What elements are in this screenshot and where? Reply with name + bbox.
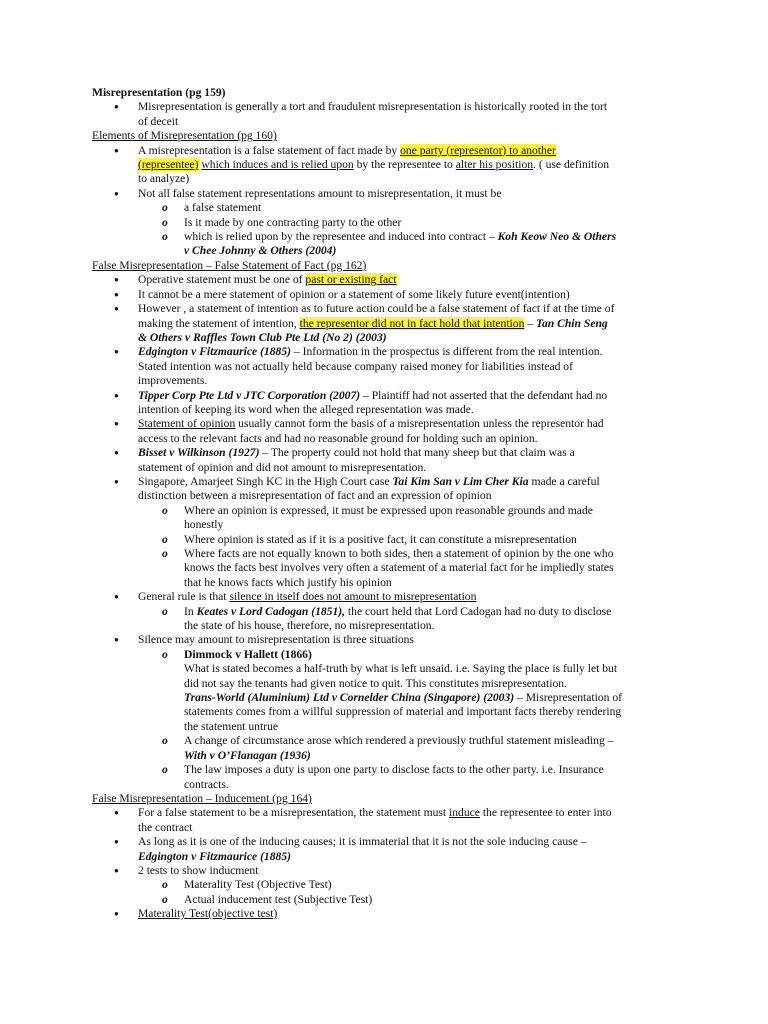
text-span: Is it made by one contracting party to the other <box>184 215 402 229</box>
text-line <box>92 201 692 215</box>
text-line <box>92 720 692 734</box>
text-span: that he knows facts which justify his opinion <box>184 575 392 589</box>
text-line <box>92 605 692 619</box>
text-line <box>92 446 692 460</box>
text-line <box>92 259 692 273</box>
text-span: past or existing fact <box>305 273 397 287</box>
text-line <box>92 432 692 446</box>
text-span: made a careful <box>528 474 600 488</box>
text-line <box>92 417 692 431</box>
text-line <box>92 576 692 590</box>
text-line <box>92 518 692 532</box>
text-span: alter his position <box>455 158 534 172</box>
text-span: by the representee to <box>353 158 456 172</box>
text-line <box>92 749 692 763</box>
text-span: the representee to enter into <box>479 806 612 820</box>
text-span: Koh Keow Neo & Others <box>497 230 617 244</box>
text-span: However , a statement of intention as to future action could be a false statement of fact if at the time of <box>138 302 615 316</box>
text-span: the statement untrue <box>184 719 279 733</box>
text-line <box>92 850 692 864</box>
text-line <box>92 619 692 633</box>
text-line <box>92 893 692 907</box>
text-line <box>92 345 692 359</box>
text-line <box>92 633 692 647</box>
text-span: induce <box>449 806 480 820</box>
text-line <box>92 374 692 388</box>
text-line <box>92 878 692 892</box>
text-span: statement of opinion and did not amount to misrepresentation. <box>138 460 427 474</box>
text-span: A change of circumstance arose which rendered a previously truthful statement misleading – <box>184 734 614 748</box>
text-span: usually cannot form the basis of a misrepresentation unless the representor had <box>235 417 604 431</box>
text-line <box>92 561 692 575</box>
text-span: the contract <box>138 820 193 834</box>
text-line <box>92 331 692 345</box>
text-span: improvements. <box>138 374 208 388</box>
text-line <box>92 273 692 287</box>
text-span: knows the facts best involves very often a statement of a material fact for he impliedly states <box>184 561 614 575</box>
text-line <box>92 792 692 806</box>
text-line <box>92 389 692 403</box>
text-span: Keates v Lord Cadogan (1851), <box>196 604 346 618</box>
text-line <box>92 590 692 604</box>
text-span: A misrepresentation is a false statement of fact made by <box>138 143 401 157</box>
text-span: one party (representor) to another <box>400 143 556 157</box>
text-span: Materality Test(objective test) <box>138 907 278 921</box>
text-span: For a false statement to be a misrepresentation, the statement must <box>138 806 450 820</box>
text-line <box>92 244 692 258</box>
text-line <box>92 216 692 230</box>
text-span: Not all false statement representations amount to misrepresentation, it must be <box>138 186 502 200</box>
text-span: making the statement of intention, <box>138 316 300 330</box>
text-line <box>92 158 692 172</box>
text-span: Actual inducement test (Subjective Test) <box>184 892 373 906</box>
text-line <box>92 302 692 316</box>
text-span: Trans-World (Aluminium) Ltd v Cornelder China (Singapore) (2003) <box>184 691 515 705</box>
text-line <box>92 100 692 114</box>
text-span: Elements of Misrepresentation (pg 160) <box>92 129 277 143</box>
text-span: With v O’Flanagan (1936) <box>184 748 311 762</box>
text-span: – Misrepresentation of <box>514 691 622 705</box>
text-span: distinction between a misrepresentation of fact and an expression of opinion <box>138 489 492 503</box>
text-span: Misrepresentation (pg 159) <box>92 86 226 99</box>
text-line <box>92 821 692 835</box>
text-span: Tan Chin Seng <box>535 316 608 330</box>
text-line <box>92 778 692 792</box>
text-span: the state of his house, therefore, no misrepresentation. <box>184 619 435 633</box>
text-line <box>92 360 692 374</box>
text-line <box>92 547 692 561</box>
text-span: The law imposes a duty is upon one party to disclose facts to the other party. i.e. Insurance <box>184 763 604 777</box>
text-span: v Chee Johnny & Others (2004) <box>184 244 337 258</box>
text-span: to analyze) <box>138 172 190 186</box>
text-span: contracts. <box>184 777 229 791</box>
text-span: In <box>184 604 197 618</box>
text-span: statements comes from a willful suppression of material and important facts thereby rendering <box>184 705 622 719</box>
text-span: silence in itself does not amount to misrepresentation <box>229 590 477 604</box>
text-span: As long as it is one of the inducing causes; it is immaterial that it is not the sole inducing cause – <box>138 835 587 849</box>
text-span: which is relied upon by the representee and induced into contract – <box>184 230 498 244</box>
text-line <box>92 691 692 705</box>
text-span: It cannot be a mere statement of opinion or a statement of some likely future event(intention) <box>138 287 570 301</box>
text-line <box>92 403 692 417</box>
text-span: Bisset v Wilkinson (1927) <box>138 446 260 460</box>
text-span: Dimmock v Hallett (1866) <box>184 647 312 661</box>
text-span: Misrepresentation is generally a tort and fraudulent misrepresentation is historically rooted in the tort <box>138 100 608 114</box>
text-span: Where opinion is stated as if it is a positive fact, it can constitute a misrepresentation <box>184 532 577 546</box>
text-line <box>92 288 692 302</box>
text-span: Singapore, Amarjeet Singh KC in the High Court case <box>138 474 393 488</box>
text-line <box>92 504 692 518</box>
text-line <box>92 705 692 719</box>
text-span: did not say the tenants had given notice to quit. This constitutes misrepresentation. <box>184 676 567 690</box>
text-line <box>92 172 692 186</box>
text-span: – The property could not hold that many sheep but that claim was a <box>259 446 575 460</box>
text-line <box>92 907 692 921</box>
text-span: Statement of opinion <box>138 417 236 431</box>
text-span: Materality Test (Objective Test) <box>184 878 332 892</box>
text-span: Where facts are not equally known to both sides, then a statement of opinion by the one who <box>184 547 614 560</box>
text-line <box>92 864 692 878</box>
text-span: Tipper Corp Pte Ltd v JTC Corporation (2007) <box>138 388 361 402</box>
text-span: What is stated becomes a half-truth by what is left unsaid. i.e. Saying the place is fully let but <box>184 662 618 676</box>
text-span: False Misrepresentation – Inducement (pg 164) <box>92 791 312 805</box>
text-span: Operative statement must be one of <box>138 273 306 287</box>
text-span: & Others v Raffles Town Club Pte Ltd (No 2) (2003) <box>138 330 387 344</box>
text-line <box>92 662 692 676</box>
text-line <box>92 533 692 547</box>
text-line <box>92 230 692 244</box>
text-line <box>92 187 692 201</box>
document-page <box>92 86 692 922</box>
text-span: Edgington v Fitzmaurice (1885) <box>138 849 291 863</box>
text-line <box>92 475 692 489</box>
text-line <box>92 129 692 143</box>
text-line <box>92 734 692 748</box>
text-span: . ( use definition <box>533 158 610 172</box>
text-line <box>92 677 692 691</box>
text-line <box>92 86 692 100</box>
text-line <box>92 763 692 777</box>
text-span: the representor did not in fact hold that intention <box>299 316 525 330</box>
text-span: intention of keeping its word when the alleged representation was made. <box>138 402 474 416</box>
text-span: access to the relevant facts and had no reasonable ground for holding such an opinion. <box>138 431 538 445</box>
text-span: – <box>524 316 536 330</box>
text-span: – Information in the prospectus is different from the real intention. <box>290 345 603 359</box>
text-span: honestly <box>184 518 224 532</box>
text-span: Where an opinion is expressed, it must be expressed upon reasonable grounds and made <box>184 503 593 517</box>
text-line <box>92 115 692 129</box>
text-span: (representee) <box>138 158 199 172</box>
text-span: Silence may amount to misrepresentation is three situations <box>138 633 414 647</box>
text-span: – Plaintiff had not asserted that the defendant had no <box>360 388 608 402</box>
text-span: of deceit <box>138 114 179 128</box>
text-line <box>92 648 692 662</box>
text-line <box>92 806 692 820</box>
text-span: which induces and is relied upon <box>201 158 354 172</box>
text-line <box>92 144 692 158</box>
text-span: Edgington v Fitzmaurice (1885) <box>138 345 291 359</box>
text-span: General rule is that <box>138 590 230 604</box>
text-span: a false statement <box>184 201 262 215</box>
text-line <box>92 835 692 849</box>
text-line <box>92 461 692 475</box>
text-span: Tai Kim San v Lim Cher Kia <box>392 474 529 488</box>
text-span: Stated intention was not actually held because company raised money for liabilities instead of <box>138 359 573 373</box>
text-span: 2 tests to show inducment <box>138 863 259 877</box>
text-span: the court held that Lord Cadogan had no duty to disclose <box>345 604 612 618</box>
text-line <box>92 317 692 331</box>
text-span: False Misrepresentation – False Statement of Fact (pg 162) <box>92 258 367 272</box>
text-line <box>92 489 692 503</box>
